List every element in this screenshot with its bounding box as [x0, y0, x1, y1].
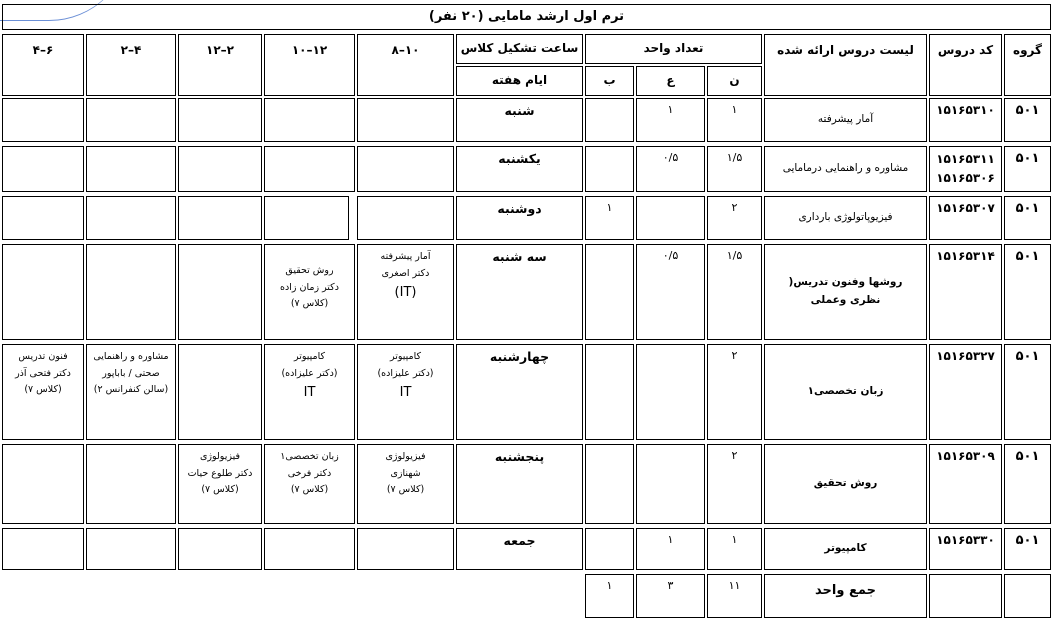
page-title: ترم اول ارشد مامایی (۲۰ نفر) [2, 4, 1051, 30]
row-unit-b [585, 98, 634, 142]
row-unit-n: ۲ [707, 444, 762, 524]
slot-cell [86, 146, 176, 192]
row-course: آمار پیشرفته [764, 98, 927, 142]
slot-cell [357, 244, 454, 340]
row-unit-a: ۱ [636, 98, 705, 142]
slot-cell [2, 146, 84, 192]
slot-room: (کلاس ۷) [24, 384, 62, 396]
row-course-code: ۱۵۱۶۵۳۳۰ [929, 528, 1002, 570]
slot-room: (IT) [394, 285, 417, 301]
row-unit-b [585, 244, 634, 340]
slot-cell [178, 344, 262, 440]
slot-cell [178, 196, 262, 240]
row-course: زبان تخصصی۱ [764, 344, 927, 440]
row-day: شنبه [456, 98, 583, 142]
slot-cell [86, 98, 176, 142]
row-unit-n: ۲ [707, 344, 762, 440]
slot-course: فنون تدریس [18, 351, 68, 362]
row-group: ۵۰۱ [1004, 528, 1051, 570]
slot-cell [357, 98, 454, 142]
header-unit-a: ع [636, 66, 705, 96]
total-empty-cell [929, 574, 1002, 618]
slot-cell [357, 444, 454, 524]
slot-cell [264, 444, 355, 524]
slot-instructor: (دکتر علیزاده) [377, 367, 434, 379]
row-course: روش تحقیق [764, 444, 927, 524]
slot-cell [2, 444, 84, 524]
row-unit-b [585, 146, 634, 192]
slot-cell [264, 528, 355, 570]
slot-cell [2, 98, 84, 142]
row-course: فیزیوپاتولوژی بارداری [764, 196, 927, 240]
header-slot-10-12: ۱۰–۱۲ [264, 34, 355, 96]
header-unit-n: ن [707, 66, 762, 96]
slot-cell [264, 146, 355, 192]
row-course-code: ۱۵۱۶۵۳۲۷ [929, 344, 1002, 440]
row-course: کامپیوتر [764, 528, 927, 570]
slot-instructor: دکتر فرخی [287, 467, 332, 479]
row-day: سه شنبه [456, 244, 583, 340]
slot-course: زبان تخصصی۱ [280, 451, 339, 462]
row-course-code: ۱۵۱۶۵۳۰۹ [929, 444, 1002, 524]
slot-course: روش تحقیق [285, 265, 334, 276]
header-course-list: لیست دروس ارائه شده [764, 34, 927, 96]
slot-cell [178, 528, 262, 570]
slot-cell [178, 244, 262, 340]
row-unit-a: ۱ [636, 528, 705, 570]
total-empty-cell [1004, 574, 1051, 618]
total-unit-b: ۱ [585, 574, 634, 618]
slot-course: آمار پیشرفته [380, 251, 431, 262]
row-unit-a: ۰/۵ [636, 244, 705, 340]
row-day: پنجشنبه [456, 444, 583, 524]
row-group: ۵۰۱ [1004, 146, 1051, 192]
slot-cell [2, 344, 84, 440]
total-unit-n: ۱۱ [707, 574, 762, 618]
row-course-code: ۱۵۱۶۵۳۱۴ [929, 244, 1002, 340]
row-group: ۵۰۱ [1004, 196, 1051, 240]
row-course-code: ۱۵۱۶۵۳۱۰ [929, 98, 1002, 142]
row-unit-b [585, 528, 634, 570]
header-units: تعداد واحد [585, 34, 762, 64]
slot-room: IT [399, 385, 412, 401]
slot-cell [2, 196, 84, 240]
row-course: روشها وفنون تدریس( نظری وعملی [764, 244, 927, 340]
slot-instructor: صحتی / باباپور [102, 367, 160, 379]
slot-room: IT [303, 385, 316, 401]
row-course: مشاوره و راهنمایی درمامایی [764, 146, 927, 192]
slot-cell [264, 244, 355, 340]
slot-cell [357, 528, 454, 570]
header-class-time: ساعت تشکیل کلاس [456, 34, 583, 64]
slot-course: فیزیولوژی [385, 451, 426, 462]
row-unit-b [585, 444, 634, 524]
row-unit-n: ۱/۵ [707, 146, 762, 192]
slot-cell [357, 344, 454, 440]
course-code-secondary: ۱۵۱۶۵۳۰۶ [936, 171, 995, 185]
slot-cell [2, 244, 84, 340]
row-day: چهارشنبه [456, 344, 583, 440]
slot-cell [264, 344, 355, 440]
row-group: ۵۰۱ [1004, 244, 1051, 340]
row-day: دوشنبه [456, 196, 583, 240]
slot-instructor: دکتر اصغری [381, 267, 430, 279]
course-code-primary: ۱۵۱۶۵۳۱۱ [936, 152, 995, 166]
header-group: گروه [1004, 34, 1051, 96]
header-slot-8-10: ۸–۱۰ [357, 34, 454, 96]
slot-cell [264, 196, 349, 240]
header-slot-12-2: ۱۲–۲ [178, 34, 262, 96]
slot-course: کامپیوتر [293, 351, 326, 362]
slot-cell [357, 146, 454, 192]
slot-instructor: شهنازی [390, 467, 421, 479]
header-course-code: کد دروس [929, 34, 1002, 96]
slot-instructor: (دکتر علیزاده) [281, 367, 338, 379]
slot-course: مشاوره و راهنمایی [93, 351, 169, 362]
row-course-code: ۱۵۱۶۵۳۰۷ [929, 196, 1002, 240]
row-day: یکشنبه [456, 146, 583, 192]
header-slot-4-6: ۴–۶ [2, 34, 84, 96]
slot-course: فیزیولوژی [199, 451, 241, 462]
row-group: ۵۰۱ [1004, 444, 1051, 524]
row-unit-a [636, 196, 705, 240]
slot-room: (کلاس ۷) [386, 484, 425, 496]
row-group: ۵۰۱ [1004, 98, 1051, 142]
slot-room: (کلاس ۷) [290, 484, 329, 496]
slot-cell [86, 444, 176, 524]
slot-cell [178, 146, 262, 192]
header-slot-2-4: ۲–۴ [86, 34, 176, 96]
header-unit-b: ب [585, 66, 634, 96]
row-unit-b [585, 344, 634, 440]
slot-room: (کلاس ۷) [290, 298, 329, 310]
row-group: ۵۰۱ [1004, 344, 1051, 440]
row-day: جمعه [456, 528, 583, 570]
slot-cell [86, 528, 176, 570]
slot-cell [357, 196, 454, 240]
slot-cell [2, 528, 84, 570]
row-unit-a: ۰/۵ [636, 146, 705, 192]
row-unit-n: ۱/۵ [707, 244, 762, 340]
row-unit-n: ۱ [707, 528, 762, 570]
slot-room: (کلاس ۷) [201, 484, 239, 496]
row-unit-b: ۱ [585, 196, 634, 240]
slot-cell [178, 98, 262, 142]
row-course-code [929, 146, 1002, 192]
row-unit-a [636, 344, 705, 440]
row-unit-n: ۲ [707, 196, 762, 240]
header-weekdays: ایام هفته [456, 66, 583, 96]
total-unit-a: ۳ [636, 574, 705, 618]
slot-instructor: دکتر فتحی آذر [15, 367, 71, 379]
slot-course: کامپیوتر [389, 351, 422, 362]
slot-instructor: دکتر طلوع حیات [187, 467, 253, 479]
slot-cell [86, 196, 176, 240]
total-label: جمع واحد [764, 574, 927, 618]
row-unit-n: ۱ [707, 98, 762, 142]
slot-cell [264, 98, 355, 142]
slot-cell [86, 244, 176, 340]
slot-cell [178, 444, 262, 524]
slot-instructor: دکتر زمان زاده [280, 281, 339, 293]
slot-room: (سالن کنفرانس ۲) [93, 384, 169, 396]
slot-cell [86, 344, 176, 440]
row-unit-a [636, 444, 705, 524]
